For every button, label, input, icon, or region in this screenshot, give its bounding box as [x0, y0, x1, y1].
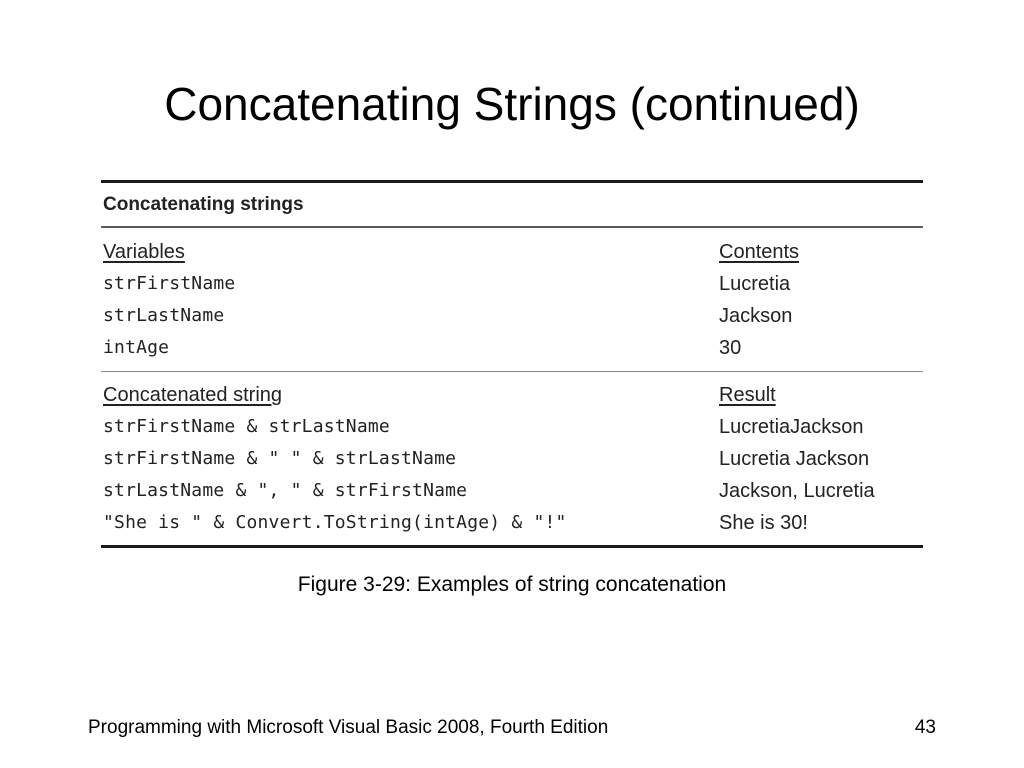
variable-contents: 30	[719, 337, 742, 359]
figure-caption: Figure 3-29: Examples of string concatenation	[297, 573, 727, 596]
figure-bottom-rule	[101, 545, 923, 548]
table-row	[101, 300, 923, 332]
result-column-header: Result	[719, 384, 776, 406]
table-row	[101, 443, 923, 475]
slide-title: Concatenating Strings (continued)	[164, 78, 860, 130]
concatenated-string-column-header: Concatenated string	[103, 384, 283, 406]
concat-expression: strLastName & ", " & strFirstName	[103, 480, 468, 501]
table-row	[101, 507, 923, 539]
concat-expression: "She is " & Convert.ToString(intAge) & "!"	[103, 512, 567, 533]
concat-result: Jackson, Lucretia	[719, 480, 875, 502]
concatenation-figure	[101, 180, 923, 548]
concat-result: LucretiaJackson	[719, 416, 864, 438]
concat-header-row	[101, 379, 923, 411]
concat-result: She is 30!	[719, 512, 808, 534]
concat-expression: strFirstName & " " & strLastName	[103, 448, 457, 469]
table-row	[101, 475, 923, 507]
figure-heading-rule	[101, 226, 923, 228]
table-row	[101, 411, 923, 443]
variables-header-row	[101, 236, 923, 268]
concat-expression: strFirstName & strLastName	[103, 416, 390, 437]
variable-name: strLastName	[103, 305, 225, 326]
table-row	[101, 332, 923, 364]
variable-contents: Jackson	[719, 305, 793, 327]
variable-name: strFirstName	[103, 273, 236, 294]
page-number: 43	[914, 717, 936, 738]
table-row	[101, 268, 923, 300]
concat-result: Lucretia Jackson	[719, 448, 870, 470]
variable-contents: Lucretia	[719, 273, 791, 295]
section-divider	[101, 371, 923, 372]
figure-heading: Concatenating strings	[103, 194, 304, 215]
variables-column-header: Variables	[103, 241, 185, 263]
figure-top-rule	[101, 180, 923, 183]
variable-name: intAge	[103, 337, 170, 358]
contents-column-header: Contents	[719, 241, 800, 263]
slide-footer: Programming with Microsoft Visual Basic 2008, Fourth Edition	[88, 717, 609, 738]
